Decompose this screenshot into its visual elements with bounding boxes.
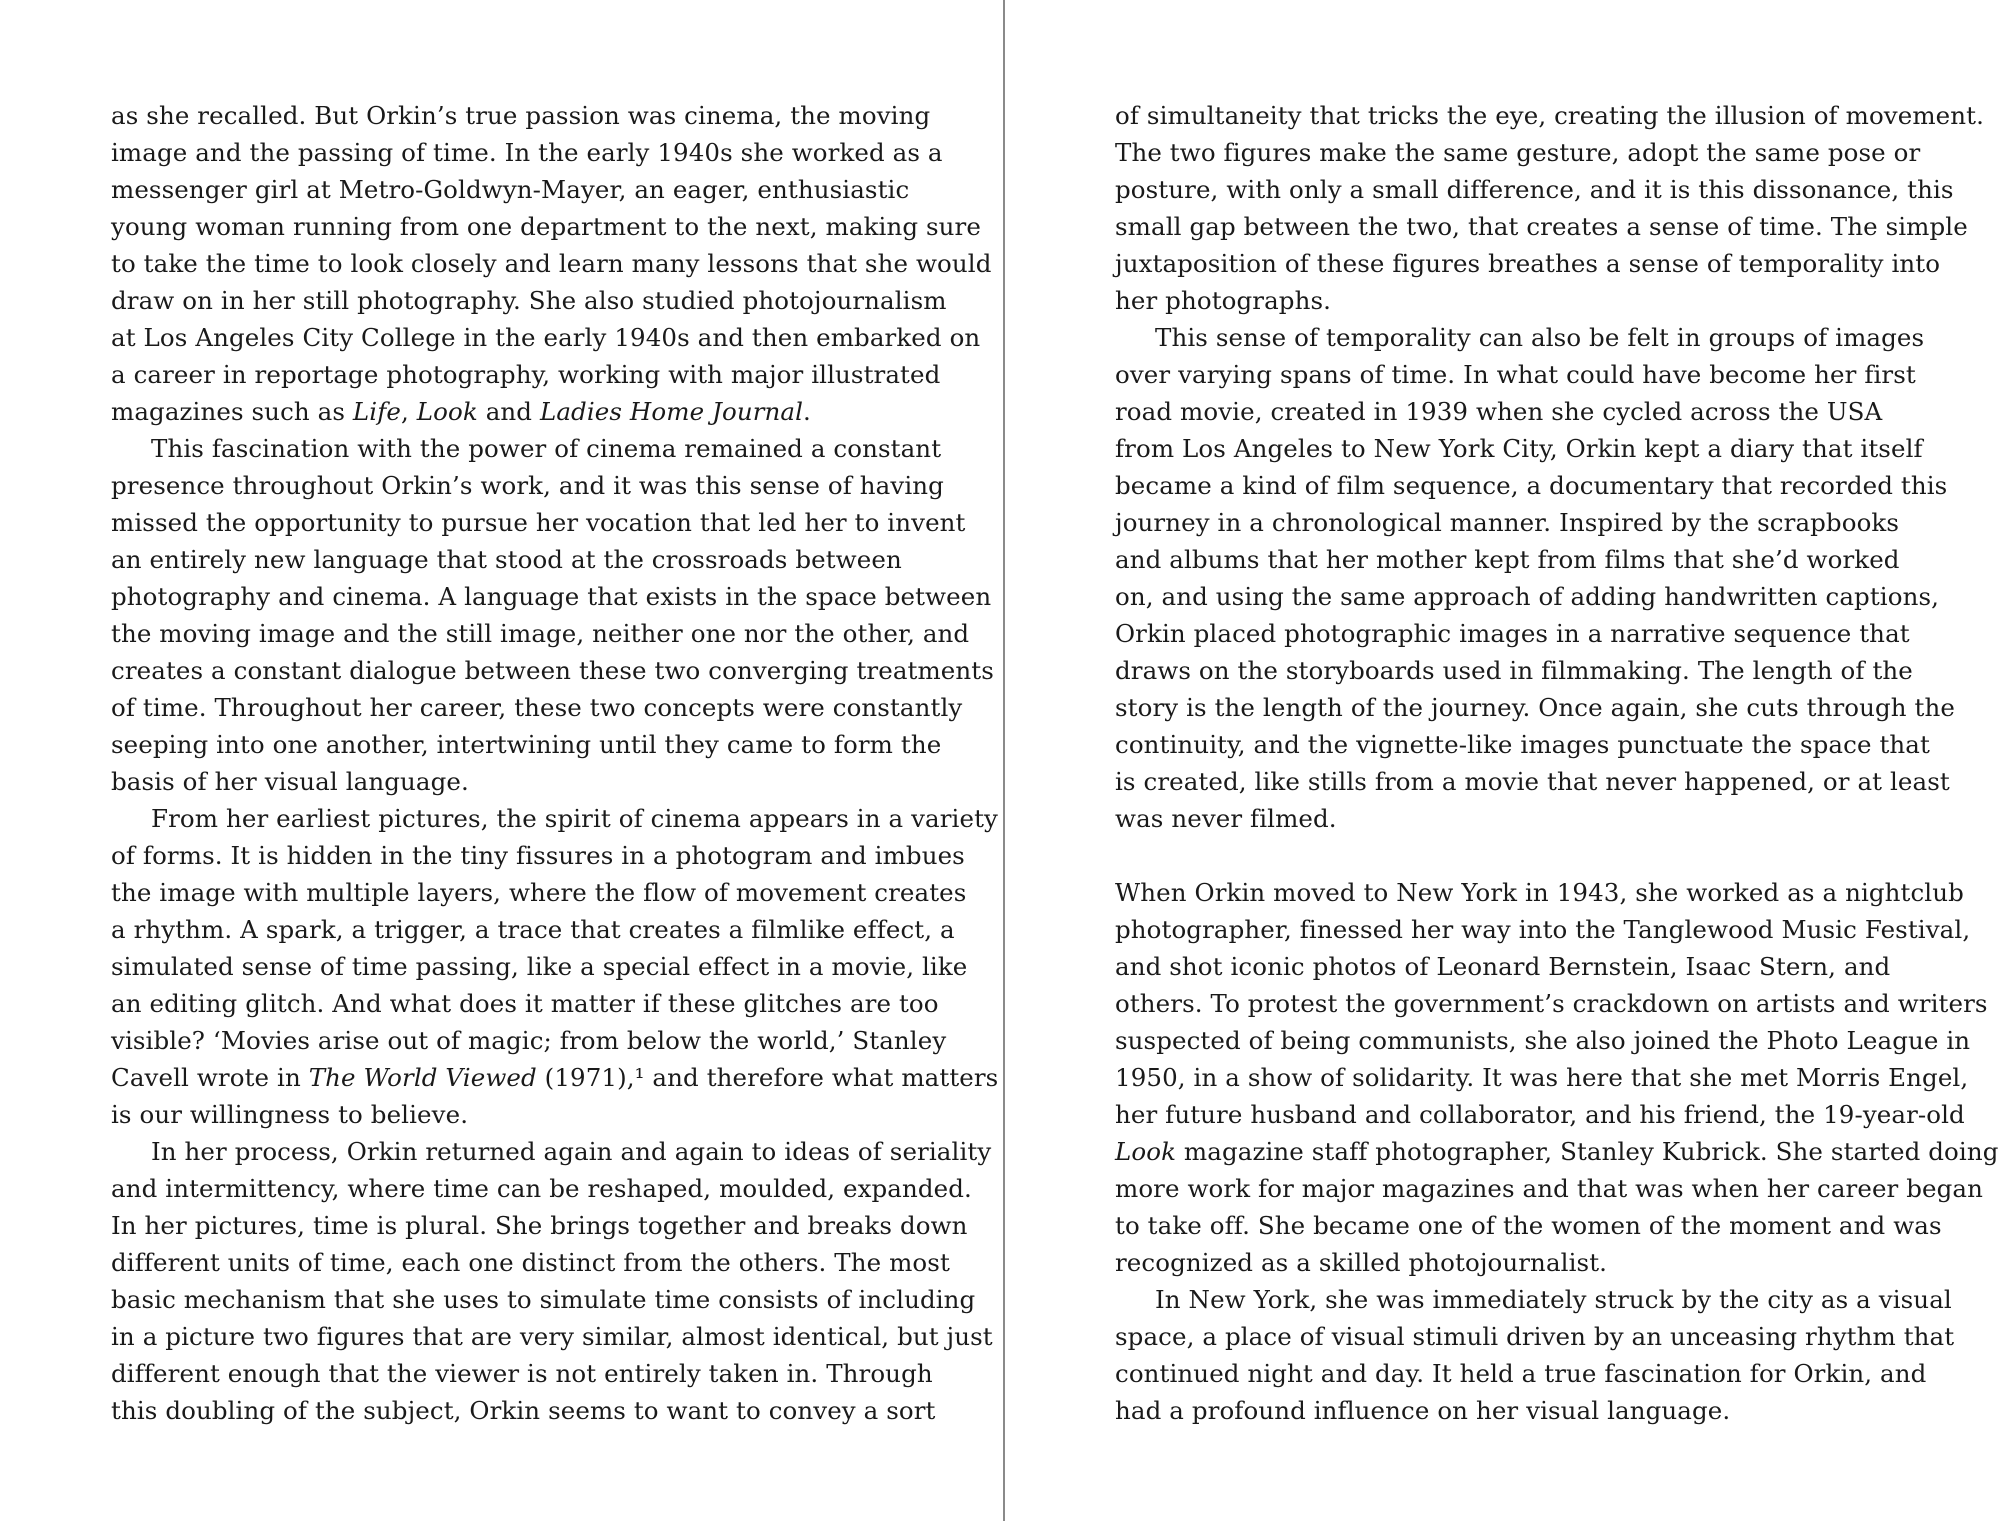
text-line: The two figures make the same gesture, adopt the same pose or xyxy=(1115,138,1921,167)
text-line: posture, with only a small difference, and it is this dissonance, this xyxy=(1115,175,1954,204)
text-line: messenger girl at Metro-Goldwyn-Mayer, an eager, enthusiastic xyxy=(111,175,910,204)
text-line: draw on in her still photography. She also studied photojournalism xyxy=(111,286,947,315)
text-line: image and the passing of time. In the early 1940s she worked as a xyxy=(111,138,943,167)
text-line: of simultaneity that tricks the eye, creating the illusion of movement. xyxy=(1115,101,1984,130)
text-line: is our willingness to believe. xyxy=(111,1100,469,1129)
text-line: to take the time to look closely and learn many lessons that she would xyxy=(111,249,992,278)
text-line: her photographs. xyxy=(1115,286,1332,315)
text-line: creates a constant dialogue between these two converging treatments xyxy=(111,656,994,685)
text-line: continuity, and the vignette-like images punctuate the space that xyxy=(1115,730,1930,759)
text-run: (1971),¹ and therefore what matters xyxy=(536,1063,999,1092)
text-line: at Los Angeles City College in the early 1940s and then embarked on xyxy=(111,323,981,352)
text-run: . xyxy=(803,397,811,426)
text-line: more work for major magazines and that was when her career began xyxy=(1115,1174,1984,1203)
text-line: From her earliest pictures, the spirit of cinema appears in a variety xyxy=(151,804,998,833)
text-line: presence throughout Orkin’s work, and it was this sense of having xyxy=(111,471,944,500)
magazine-title-look: Look xyxy=(1115,1137,1177,1166)
text-line: a career in reportage photography, working with major illustrated xyxy=(111,360,941,389)
text-line: on, and using the same approach of adding handwritten captions, xyxy=(1115,582,1940,611)
text-line: 1950, in a show of solidarity. It was here that she met Morris Engel, xyxy=(1115,1063,1969,1092)
text-line: of forms. It is hidden in the tiny fissures in a photogram and imbues xyxy=(111,841,965,870)
text-line: young woman running from one department to the next, making sure xyxy=(111,212,981,241)
text-line: suspected of being communists, she also joined the Photo League in xyxy=(1115,1026,1971,1055)
text-line: This fascination with the power of cinema remained a constant xyxy=(151,434,942,463)
text-line: her future husband and collaborator, and his friend, the 19-year-old xyxy=(1115,1100,1965,1129)
text-line: of time. Throughout her career, these two concepts were constantly xyxy=(111,693,963,722)
text-line: In New York, she was immediately struck by the city as a visual xyxy=(1155,1285,1952,1314)
text-line: Orkin placed photographic images in a narrative sequence that xyxy=(1115,619,1910,648)
text-line: had a profound influence on her visual language. xyxy=(1115,1396,1731,1425)
text-line: road movie, created in 1939 when she cycled across the USA xyxy=(1115,397,1883,426)
text-run: and xyxy=(477,397,540,426)
text-line: and intermittency, where time can be reshaped, moulded, expanded. xyxy=(111,1174,972,1203)
text-line: basis of her visual language. xyxy=(111,767,469,796)
text-line: different units of time, each one distinct from the others. The most xyxy=(111,1248,950,1277)
text-line: to take off. She became one of the women of the moment and was xyxy=(1115,1211,1942,1240)
text-line: is created, like stills from a movie that never happened, or at least xyxy=(1115,767,1950,796)
text-line: and shot iconic photos of Leonard Bernstein, Isaac Stern, and xyxy=(1115,952,1891,981)
right-page xyxy=(1005,0,2000,1521)
text-line: as she recalled. But Orkin’s true passion was cinema, the moving xyxy=(111,101,931,130)
text-line xyxy=(1115,1133,1999,1170)
text-line: small gap between the two, that creates a sense of time. The simple xyxy=(1115,212,1968,241)
text-line: visible? ‘Movies arise out of magic; from below the world,’ Stanley xyxy=(111,1026,947,1055)
text-line: missed the opportunity to pursue her vocation that led her to invent xyxy=(111,508,966,537)
text-line: When Orkin moved to New York in 1943, she worked as a nightclub xyxy=(1115,878,1964,907)
magazine-title-look: Look xyxy=(416,397,478,426)
left-page-text xyxy=(111,97,999,1429)
text-line: this doubling of the subject, Orkin seems to want to convey a sort xyxy=(111,1396,936,1425)
text-line: an editing glitch. And what does it matter if these glitches are too xyxy=(111,989,939,1018)
text-line: an entirely new language that stood at the crossroads between xyxy=(111,545,902,574)
text-line: recognized as a skilled photojournalist. xyxy=(1115,1248,1608,1277)
section-break xyxy=(1115,837,1915,874)
text-line: became a kind of film sequence, a documentary that recorded this xyxy=(1115,471,1948,500)
text-line: and albums that her mother kept from films that she’d worked xyxy=(1115,545,1900,574)
text-line xyxy=(111,1059,999,1096)
text-run: , xyxy=(401,397,417,426)
text-line: over varying spans of time. In what could have become her first xyxy=(1115,360,1916,389)
text-line xyxy=(111,393,911,430)
text-run: magazines such as xyxy=(111,397,353,426)
text-line: journey in a chronological manner. Inspired by the scrapbooks xyxy=(1115,508,1900,537)
text-line: This sense of temporality can also be felt in groups of images xyxy=(1155,323,1925,352)
text-run: Cavell wrote in xyxy=(111,1063,309,1092)
text-line: the image with multiple layers, where the flow of movement creates xyxy=(111,878,967,907)
text-line: juxtaposition of these figures breathes a sense of temporality into xyxy=(1115,249,1941,278)
text-line: the moving image and the still image, neither one nor the other, and xyxy=(111,619,970,648)
magazine-title-life: Life xyxy=(352,397,401,426)
text-line: photography and cinema. A language that exists in the space between xyxy=(111,582,992,611)
text-line: different enough that the viewer is not entirely taken in. Through xyxy=(111,1359,933,1388)
text-line: story is the length of the journey. Once again, she cuts through the xyxy=(1115,693,1955,722)
text-line: basic mechanism that she uses to simulate time consists of including xyxy=(111,1285,976,1314)
text-line: was never filmed. xyxy=(1115,804,1337,833)
text-line: a rhythm. A spark, a trigger, a trace that creates a filmlike effect, a xyxy=(111,915,955,944)
text-line: In her pictures, time is plural. She brings together and breaks down xyxy=(111,1211,968,1240)
book-title-world-viewed: The World Viewed xyxy=(308,1063,537,1092)
text-line: others. To protest the government’s crackdown on artists and writers xyxy=(1115,989,1988,1018)
magazine-title-ladies-home-journal: Ladies Home Journal xyxy=(539,397,804,426)
text-line: in a picture two figures that are very similar, almost identical, but just xyxy=(111,1322,993,1351)
text-line: continued night and day. It held a true fascination for Orkin, and xyxy=(1115,1359,1927,1388)
text-line: draws on the storyboards used in filmmaking. The length of the xyxy=(1115,656,1913,685)
text-line: from Los Angeles to New York City, Orkin kept a diary that itself xyxy=(1115,434,1923,463)
text-line: photographer, finessed her way into the Tanglewood Music Festival, xyxy=(1115,915,1971,944)
right-page-text xyxy=(1115,97,1999,1429)
text-line: space, a place of visual stimuli driven by an unceasing rhythm that xyxy=(1115,1322,1955,1351)
text-line: In her process, Orkin returned again and again to ideas of seriality xyxy=(151,1137,992,1166)
text-line: seeping into one another, intertwining until they came to form the xyxy=(111,730,942,759)
text-run: magazine staff photographer, Stanley Kubrick. She started doing xyxy=(1176,1137,1999,1166)
text-line: simulated sense of time passing, like a special effect in a movie, like xyxy=(111,952,968,981)
